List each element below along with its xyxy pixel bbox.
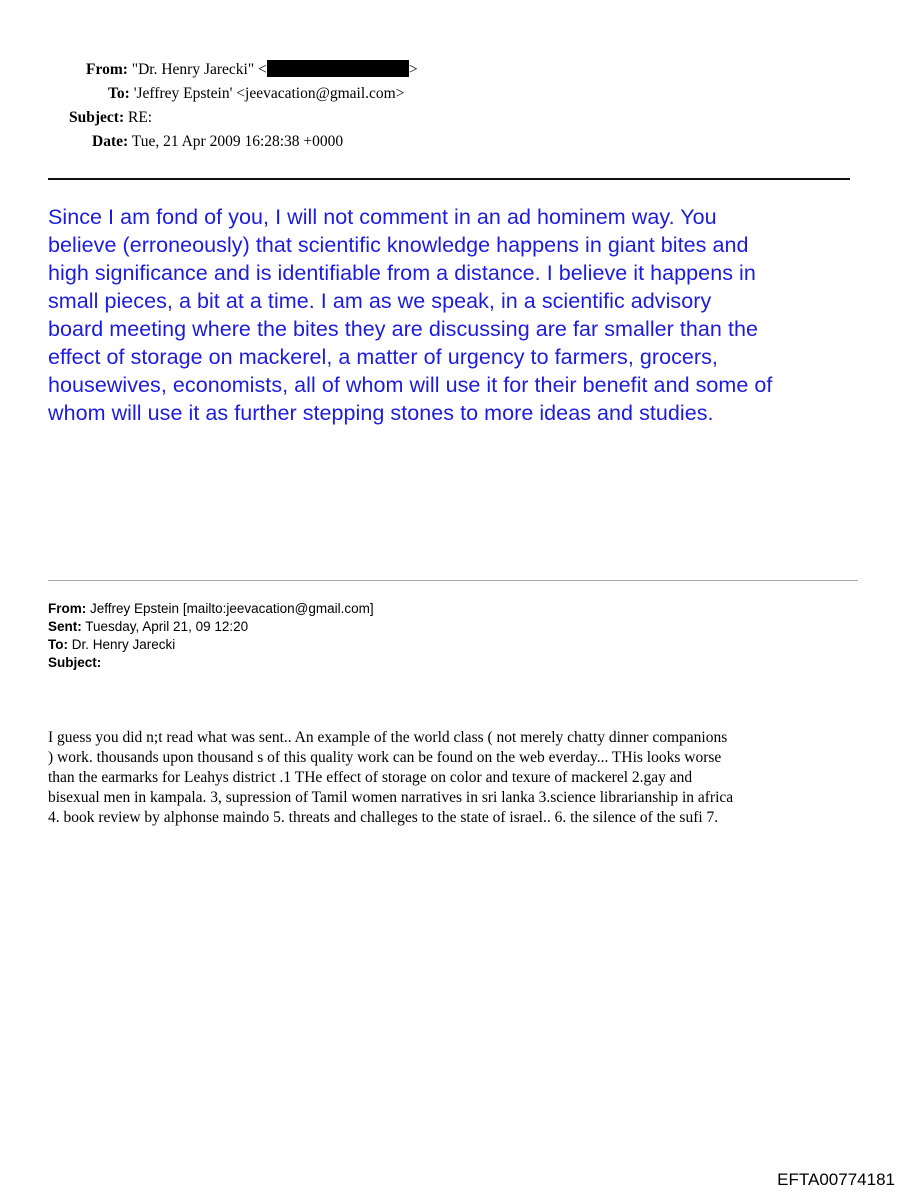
subject-row	[69, 106, 152, 130]
redaction-box	[267, 60, 409, 77]
original-from-label: From:	[48, 601, 87, 616]
date-label: Date:	[92, 133, 129, 150]
date-row	[92, 130, 343, 154]
document-id: EFTA00774181	[777, 1170, 895, 1189]
original-sent-label: Sent:	[48, 619, 82, 634]
date-value: Tue, 21 Apr 2009 16:28:38 +0000	[131, 133, 344, 150]
original-to-row	[48, 636, 374, 654]
from-name: "Dr. Henry Jarecki" <	[131, 61, 267, 78]
original-from-row	[48, 600, 374, 618]
from-row	[86, 58, 418, 82]
subject-value: RE:	[127, 109, 153, 126]
original-sent-value: Tuesday, April 21, 09 12:20	[85, 619, 249, 634]
from-label: From:	[86, 61, 128, 78]
to-label: To:	[108, 85, 130, 102]
reply-body: Since I am fond of you, I will not comment in an ad hominem way. You believe (erroneously) that scientific knowledge happens in giant bites and high significance and is identifiable from a distance. I believe it happens in small pieces, a bit at a time. I am as we speak, in a scientific advisory board meeting where the bites they are discussing are far smaller than the effect of storage on mackerel, a matter of urgency to farmers, grocers, housewives, economists, all of whom will use it for their benefit and some of whom will use it as further stepping stones to more ideas and studies.	[48, 205, 773, 425]
original-from-value: Jeffrey Epstein [mailto:jeevacation@gmail.com]	[90, 601, 374, 616]
original-message-header	[48, 600, 374, 672]
from-bracket: >	[408, 61, 418, 78]
subject-label: Subject:	[69, 109, 125, 126]
original-to-value: Dr. Henry Jarecki	[71, 637, 176, 652]
to-value: 'Jeffrey Epstein' <jeevacation@gmail.com>	[133, 85, 405, 102]
original-to-label: To:	[48, 637, 68, 652]
quoted-divider	[48, 580, 858, 581]
original-message-body: I guess you did n;t read what was sent.. An example of the world class ( not merely chatty dinner companions ) work. thousands upon thousand s of this quality work can be found on the web everday... THis looks worse than the earmarks for Leahys district .1 THe effect of storage on color and texure of mackerel 2.gay and bisexual men in kampala. 3, supression of Tamil women narratives in sri lanka 3.science librarianship in africa 4. book review by alphonse maindo 5. threats and challeges to the state of israel.. 6. the silence of the sufi 7.	[48, 729, 734, 826]
from-value	[132, 61, 418, 78]
original-subject-label: Subject:	[48, 655, 102, 670]
to-row	[108, 82, 404, 106]
original-subject-row	[48, 654, 374, 672]
header-divider	[48, 178, 850, 180]
original-sent-row	[48, 618, 374, 636]
